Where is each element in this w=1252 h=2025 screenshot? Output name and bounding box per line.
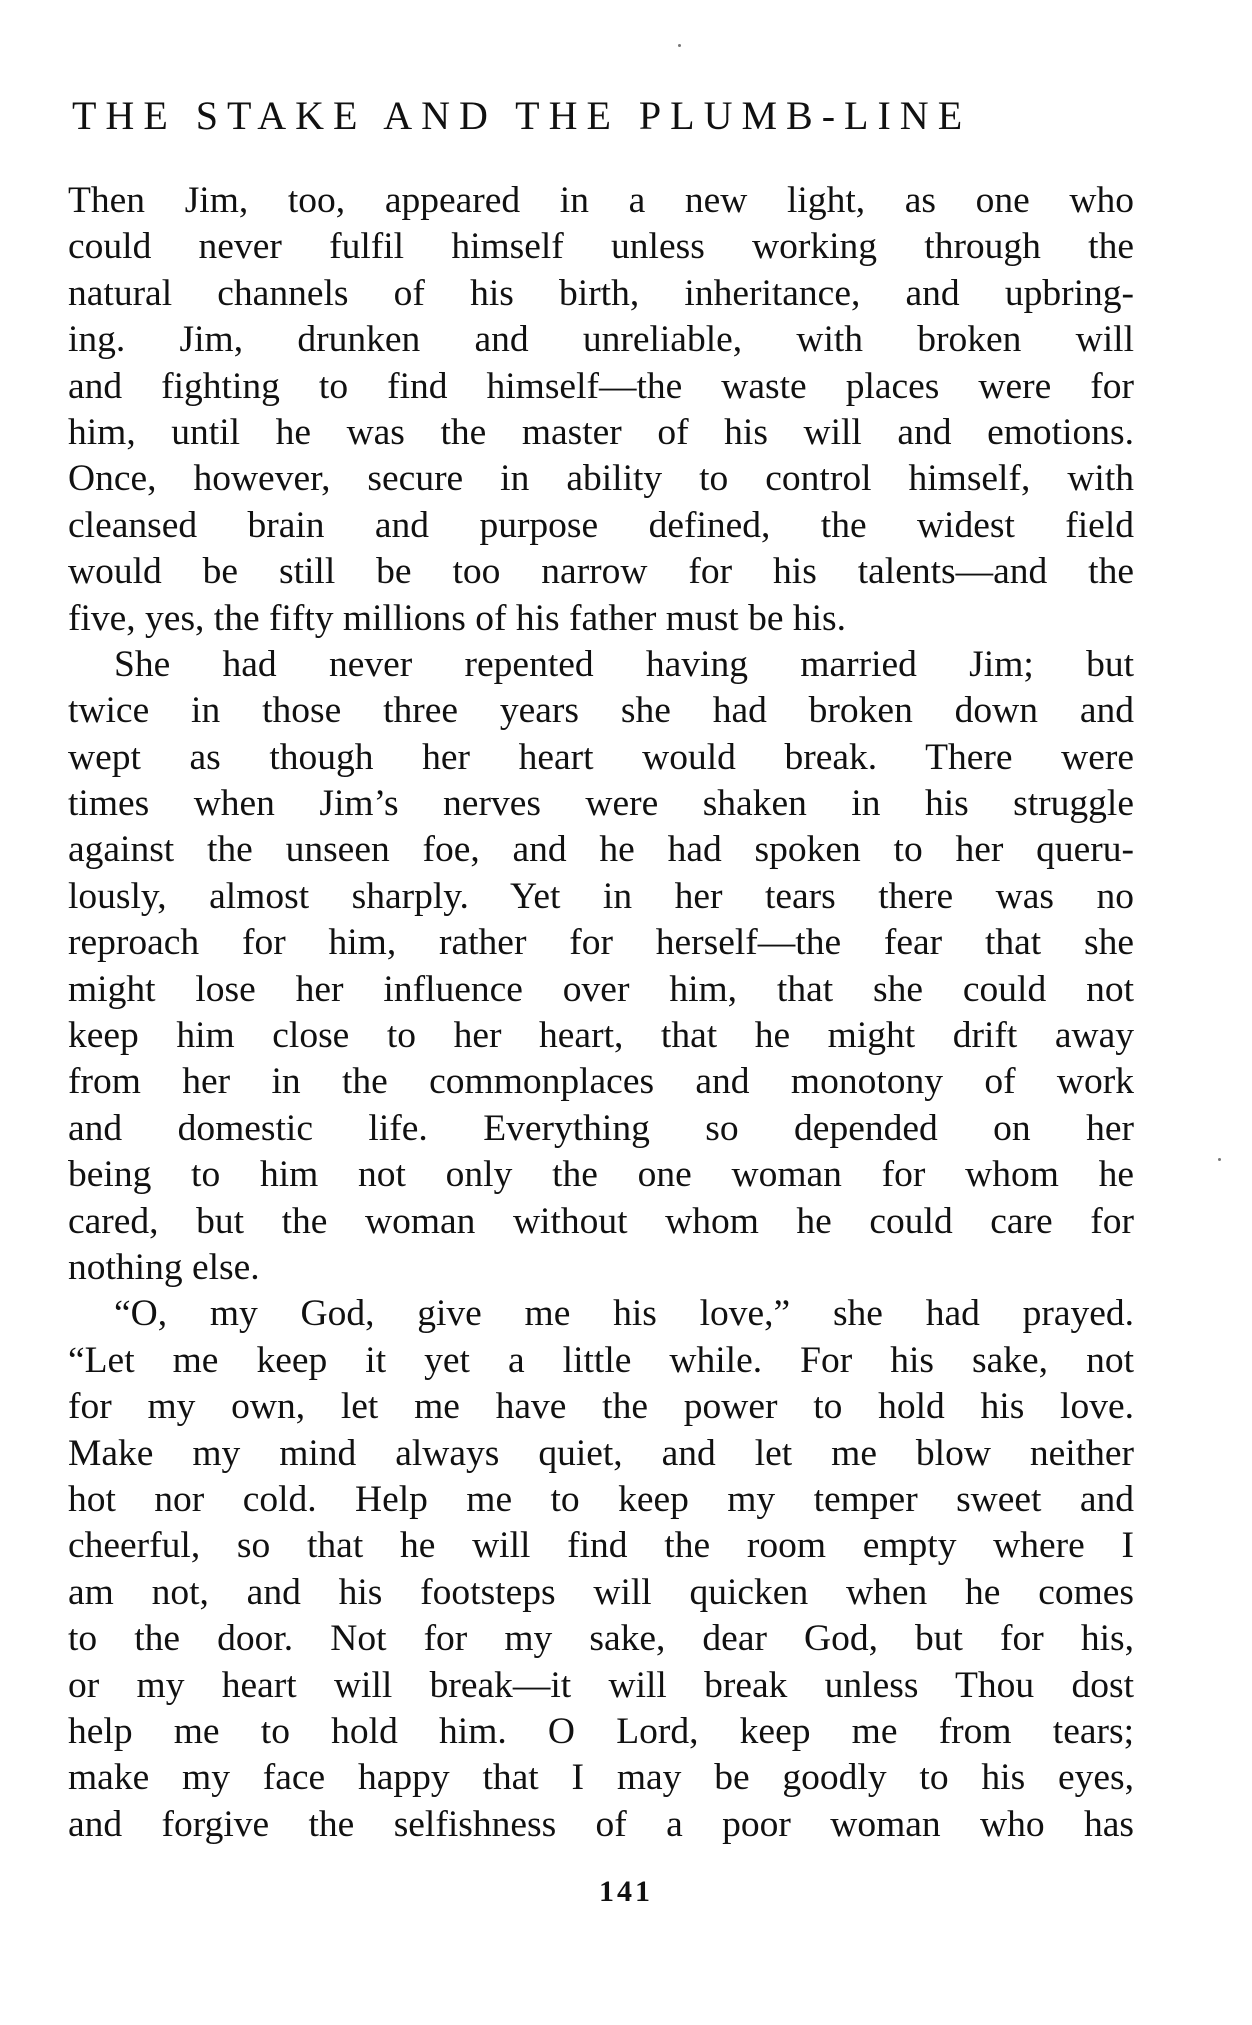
- text-line: “O, my God, give me his love,” she had prayed.: [114, 1293, 1134, 1335]
- text-line: wept as though her heart would break. There were: [68, 736, 1134, 778]
- text-line: being to him not only the one woman for whom he: [68, 1154, 1134, 1196]
- text-line: or my heart will break—it will break unless Thou dost: [68, 1664, 1134, 1706]
- text-line: cared, but the woman without whom he could care for: [68, 1200, 1134, 1242]
- text-line: could never fulfil himself unless working through the: [68, 226, 1134, 268]
- text-line: reproach for him, rather for herself—the fear that she: [68, 922, 1134, 964]
- text-line: to the door. Not for my sake, dear God, but for his,: [68, 1618, 1134, 1660]
- print-speck: [678, 44, 681, 47]
- text-line: and forgive the selfishness of a poor woman who has: [68, 1803, 1134, 1845]
- text-line: natural channels of his birth, inheritance, and upbring-: [68, 272, 1134, 314]
- text-line: against the unseen foe, and he had spoken to her queru-: [68, 829, 1134, 871]
- text-line: ing. Jim, drunken and unreliable, with broken will: [68, 319, 1134, 361]
- page-number: 141: [599, 1875, 653, 1908]
- text-line: five, yes, the fifty millions of his father must be his.: [68, 597, 846, 639]
- print-speck: [1218, 1158, 1221, 1161]
- text-line: and fighting to find himself—the waste places were for: [68, 365, 1134, 407]
- text-line: would be still be too narrow for his talents—and the: [68, 551, 1134, 593]
- text-line: Make my mind always quiet, and let me blow neither: [68, 1432, 1134, 1474]
- text-line: cheerful, so that he will find the room empty where I: [68, 1525, 1134, 1567]
- text-line: him, until he was the master of his will and emotions.: [68, 411, 1134, 453]
- text-line: nothing else.: [68, 1246, 260, 1288]
- text-line: Once, however, secure in ability to control himself, with: [68, 458, 1134, 500]
- text-line: make my face happy that I may be goodly to his eyes,: [68, 1757, 1134, 1799]
- text-line: and domestic life. Everything so depended on her: [68, 1107, 1134, 1149]
- text-line: hot nor cold. Help me to keep my temper sweet and: [68, 1478, 1134, 1520]
- text-line: She had never repented having married Jim; but: [114, 643, 1134, 685]
- text-line: might lose her influence over him, that she could not: [68, 968, 1134, 1010]
- text-line: from her in the commonplaces and monotony of work: [68, 1061, 1134, 1103]
- text-line: Then Jim, too, appeared in a new light, as one who: [68, 180, 1134, 221]
- text-line: keep him close to her heart, that he might drift away: [68, 1015, 1134, 1057]
- text-line: am not, and his footsteps will quicken when he comes: [68, 1571, 1134, 1613]
- text-line: help me to hold him. O Lord, keep me from tears;: [68, 1710, 1134, 1752]
- body-text: [68, 178, 1134, 1848]
- text-line: times when Jim’s nerves were shaken in his struggle: [68, 783, 1134, 825]
- text-line: lously, almost sharply. Yet in her tears there was no: [68, 875, 1134, 917]
- text-line: for my own, let me have the power to hold his love.: [68, 1386, 1134, 1428]
- text-line: twice in those three years she had broken down and: [68, 690, 1134, 732]
- text-line: cleansed brain and purpose defined, the widest field: [68, 504, 1134, 546]
- running-head: THE STAKE AND THE PLUMB-LINE: [72, 93, 972, 138]
- text-line: “Let me keep it yet a little while. For his sake, not: [68, 1339, 1134, 1381]
